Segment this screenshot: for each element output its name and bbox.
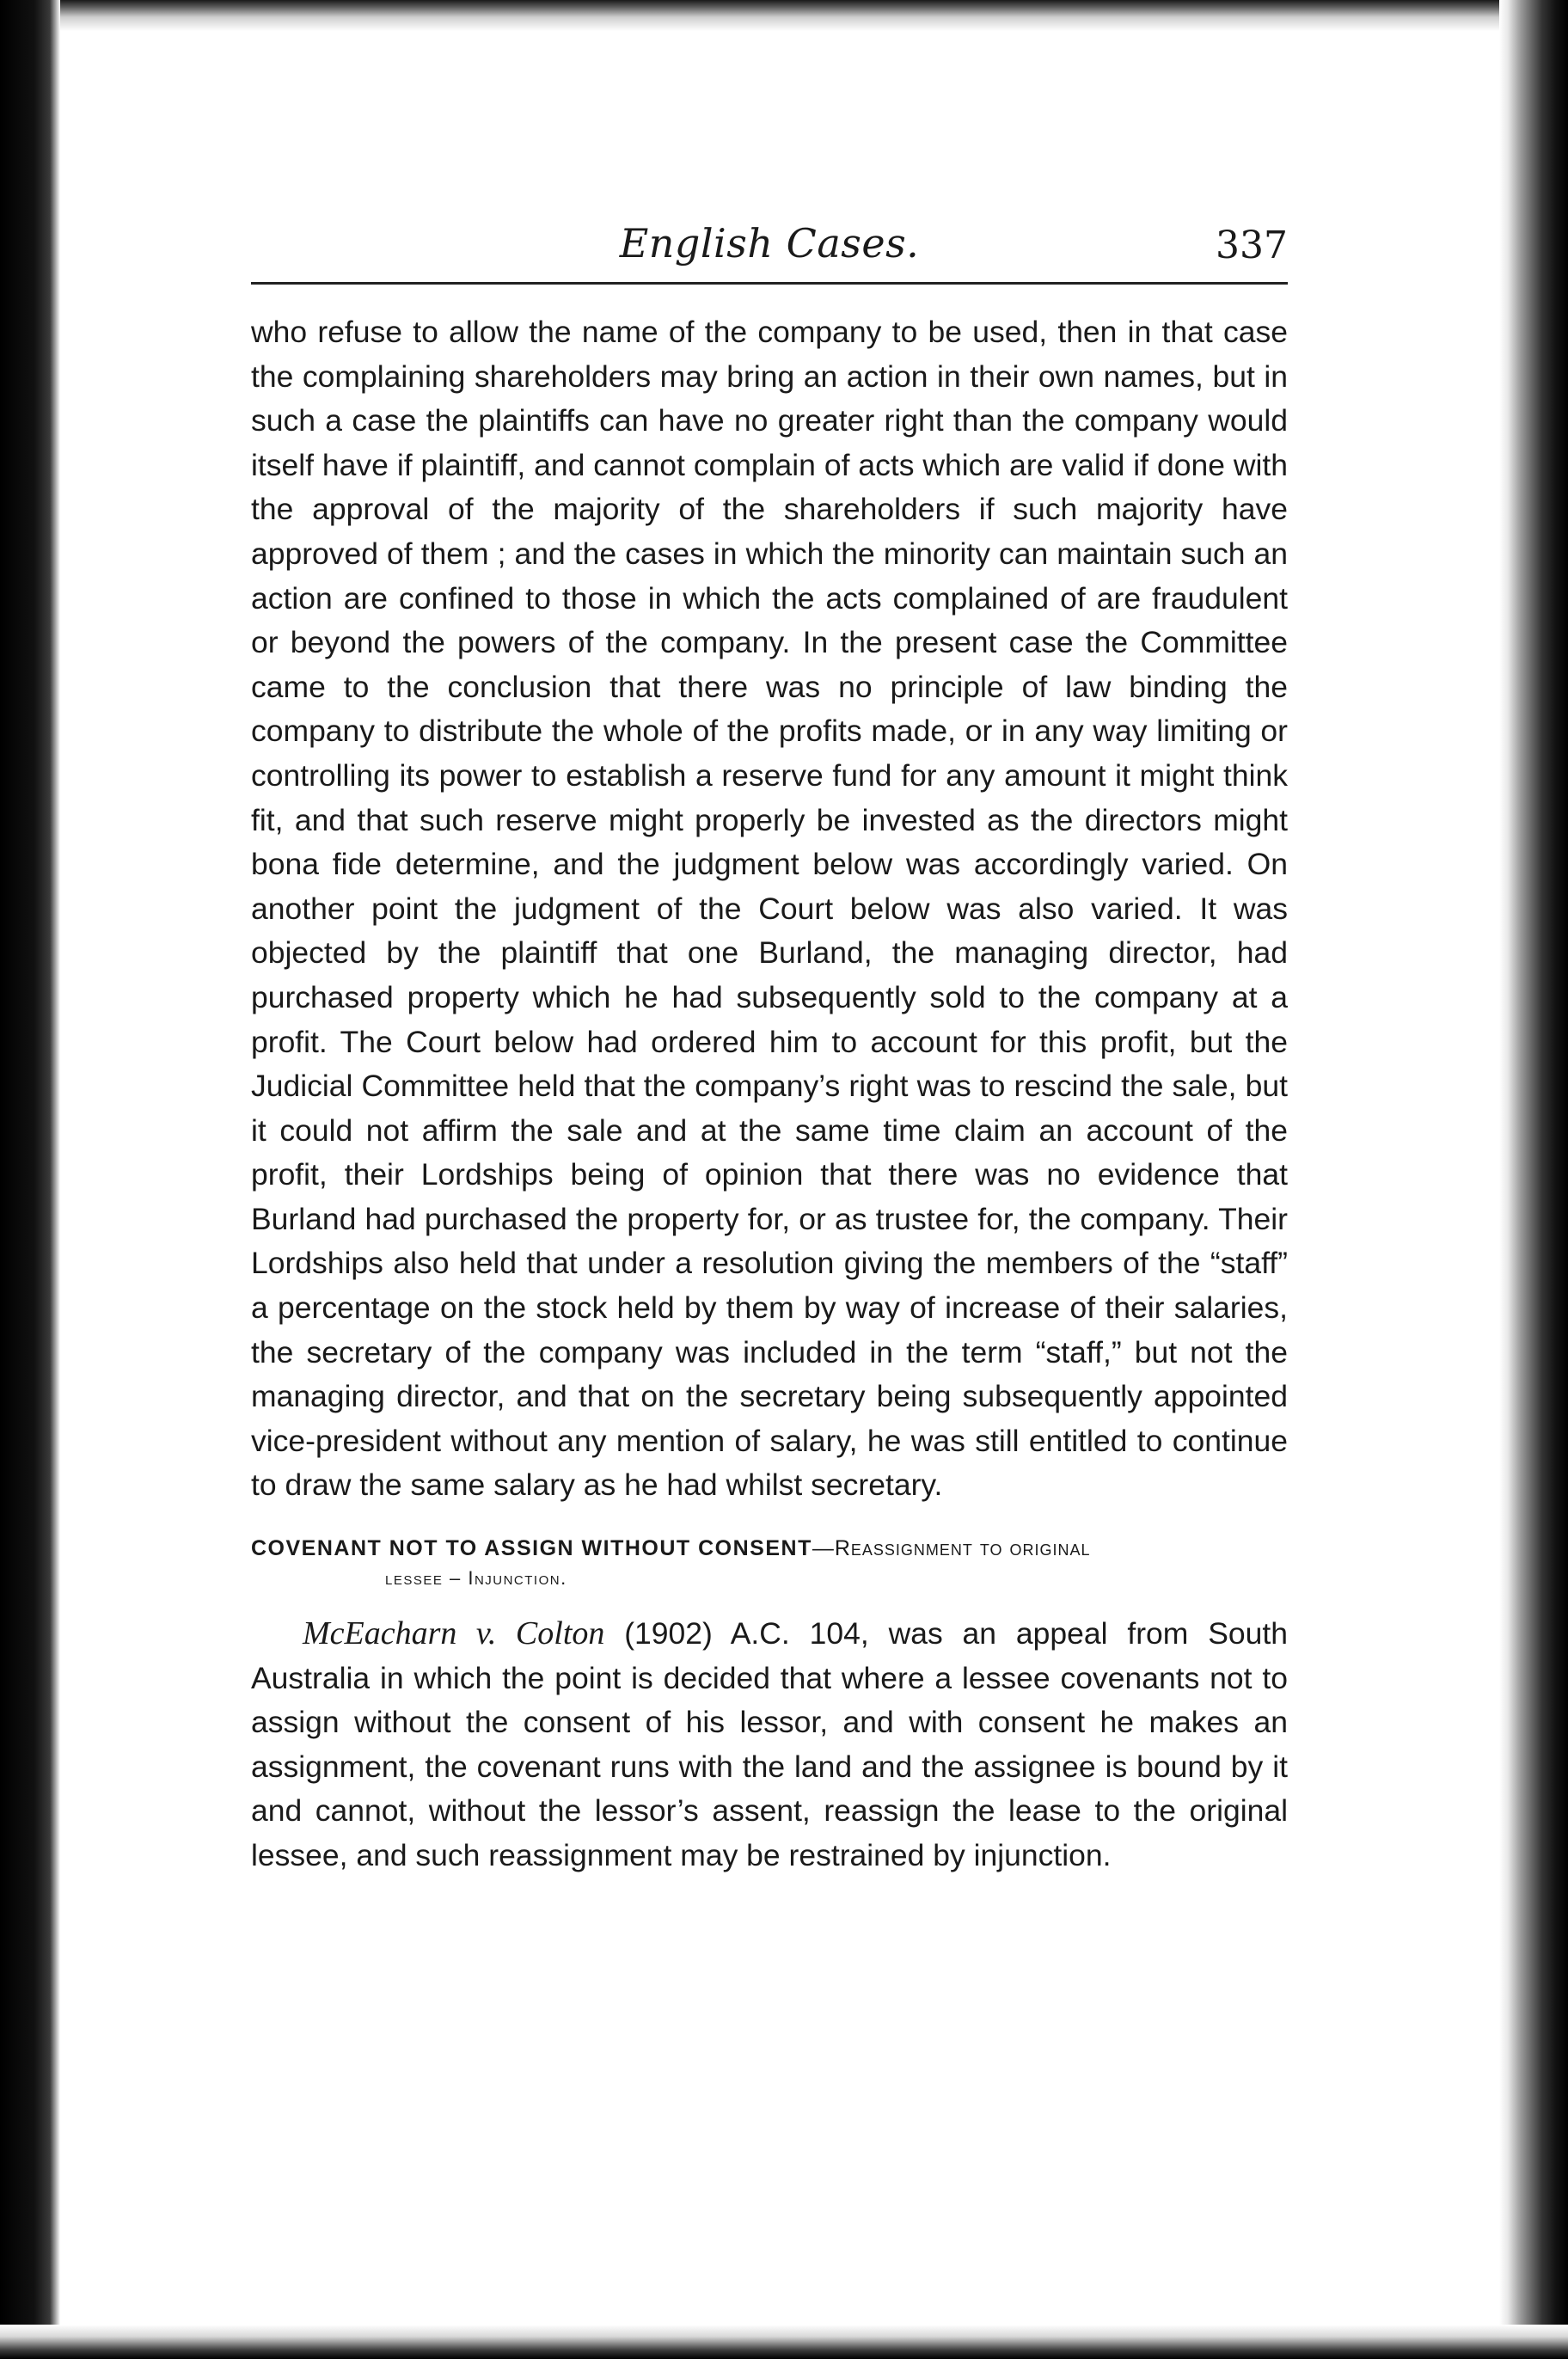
body-text (251, 310, 1288, 1508)
scan-edge-top (0, 0, 1568, 31)
scan-edge-right (1499, 0, 1568, 2359)
section-heading-sub-line: lessee – Injunction. (385, 1567, 567, 1590)
book-page (251, 215, 1288, 1909)
page-number: 337 (1216, 224, 1288, 267)
section-heading (251, 1534, 1288, 1593)
scan-edge-left (0, 0, 60, 2359)
paragraph-2 (251, 1612, 1288, 1878)
running-head (251, 215, 1288, 285)
scan-edge-bottom (0, 2325, 1568, 2359)
paragraph-1: who refuse to allow the name of the company to be used, then in that case the complaining shareholders may bring an action in their own names, but in such a case the plaintiffs can have no greater right than the company would itself have if plaintiff, and cannot complain of acts which are valid if done with the approval of the majority of the shareholders if such majority have approved of them ; and the cases in which the minority can maintain such an action are confined to those in which the acts complained of are fraudulent or beyond the powers of the company. In the present case the Committee came to the conclusion that there was no principle of law binding the company to distribute the whole of the profits made, or in any way limiting or controlling its power to establish a reserve fund for any amount it might think fit, and that such reserve might properly be invested as the directors might bona fide determine, and the judgment below was accordingly varied. On another point the judgment of the Court below was also varied. It was objected by the plaintiff that one Burland, the managing director, had purchased property which he had subsequently sold to the company at a profit. The Court below had ordered him to account for this profit, but the Judicial Committee held that the company’s right was to rescind the sale, but it could not affirm the sale and at the same time claim an account of the profit, their Lordships being of opinion that there was no evidence that Burland had purchased the property for, or as trustee for, the company. Their Lordships also held that under a resolution giving the members of the “staff” a percentage on the stock held by them by way of increase of their salaries, the secretary of the company was included in the term “staff,” but not the managing director, and that on the secretary being subsequently appointed vice-president without any mention of salary, he was still entitled to continue to draw the same salary as he had whilst secretary. (251, 315, 1288, 1503)
case-name: McEacharn v. Colton (303, 1615, 605, 1652)
section-heading-main: COVENANT NOT TO ASSIGN WITHOUT CONSENT (251, 1536, 812, 1561)
paragraph-2-text: (1902) A.C. 104, was an appeal from South Australia in which the point is decided that where a lessee covenants not to assign without the consent of his lessor, and with consent he makes an assignment, the covenant runs with the land and the assignee is bound by it and cannot, without the lessor’s assent, reassign the lease to the original lessee, and such reassignment may be restrained by injunction. (251, 1616, 1288, 1872)
running-title: English Cases. (619, 220, 920, 267)
section-heading-sub: —Reassignment to original (812, 1536, 1091, 1561)
